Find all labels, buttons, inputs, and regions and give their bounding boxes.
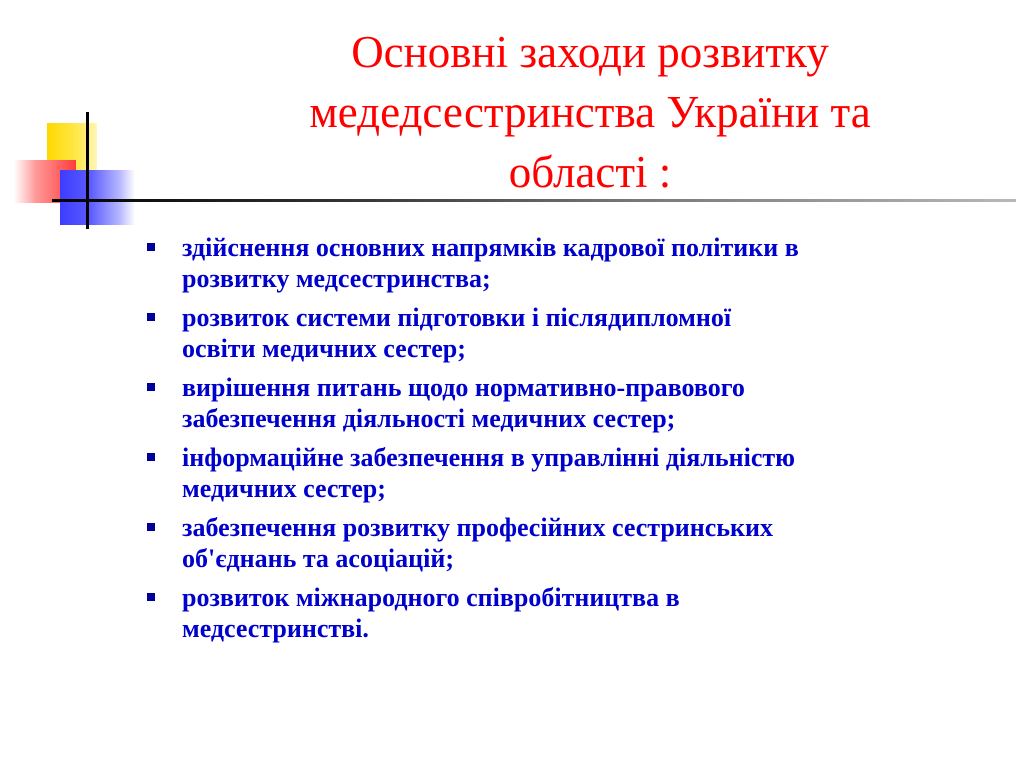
bullet-list <box>140 232 1010 652</box>
bullet-item <box>140 582 1010 644</box>
bullet-item <box>140 302 1010 364</box>
bullet-line: інформаційне забезпечення в управлінні діяльністю <box>182 443 796 472</box>
bullet-item <box>140 372 1010 434</box>
decor-blue-square <box>60 170 135 225</box>
slide-title-line: Основні заходи розвитку <box>351 27 829 77</box>
bullet-line: розвитку медсестринства; <box>182 264 491 293</box>
bullet-item <box>140 232 1010 294</box>
bullet-text <box>182 512 1010 574</box>
square-bullet-icon <box>147 453 155 461</box>
square-bullet-icon <box>147 383 155 391</box>
bullet-text <box>182 232 1010 294</box>
slide-title <box>160 22 1020 202</box>
bullet-line: вирішення питань щодо нормативно-правового <box>182 373 745 402</box>
bullet-text <box>182 442 1010 504</box>
bullet-line: освіти медичних сестер; <box>182 334 466 363</box>
square-bullet-icon <box>147 243 155 251</box>
slide-title-line: області : <box>508 147 672 197</box>
bullet-item <box>140 442 1010 504</box>
bullet-line: здійснення основних напрямків кадрової політики в <box>182 233 799 262</box>
bullet-line: розвиток міжнародного співробітництва в <box>182 583 680 612</box>
bullet-line: об'єднань та асоціацій; <box>182 544 454 573</box>
decor-vertical-line <box>86 112 89 229</box>
square-bullet-icon <box>147 523 155 531</box>
bullet-line: медсестринстві. <box>182 614 369 643</box>
square-bullet-icon <box>147 313 155 321</box>
bullet-line: забезпечення діяльності медичних сестер; <box>182 404 676 433</box>
bullet-text <box>182 302 1010 364</box>
square-bullet-icon <box>147 593 155 601</box>
slide-title-line: медедсестринства України та <box>309 87 871 137</box>
bullet-line: розвиток системи підготовки і післядипломної <box>182 303 732 332</box>
bullet-text <box>182 372 1010 434</box>
bullet-line: медичних сестер; <box>182 474 386 503</box>
bullet-item <box>140 512 1010 574</box>
bullet-text <box>182 582 1010 644</box>
bullet-line: забезпечення розвитку професійних сестринських <box>182 513 774 542</box>
